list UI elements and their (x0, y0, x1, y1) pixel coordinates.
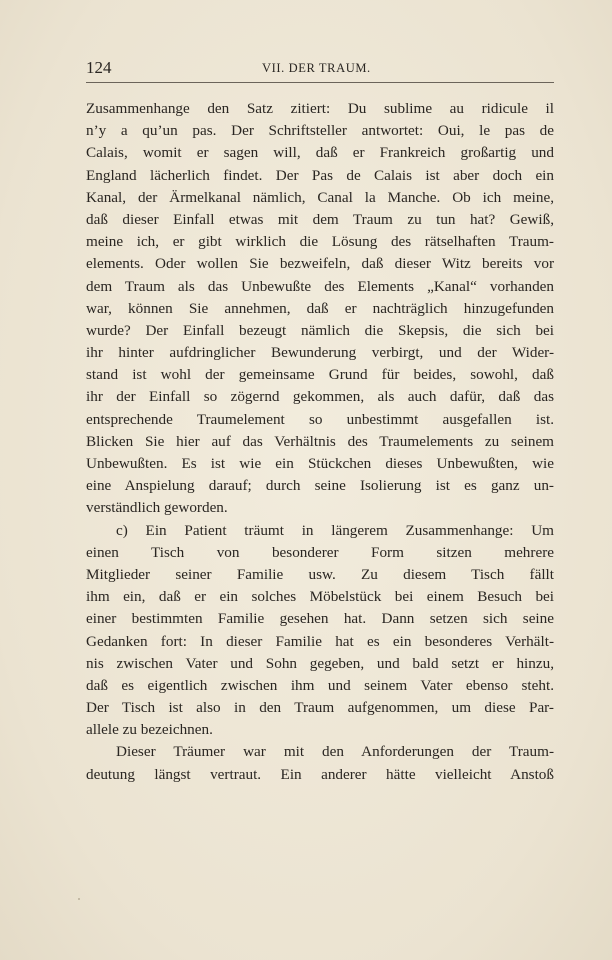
text-line: deutung längst vertraut. Ein anderer hätte vielleicht Anstoß (86, 765, 554, 783)
text-line: ihr der Einfall so zögernd gekommen, als auch dafür, daß das (86, 388, 554, 406)
text-line: entsprechende Traumelement so unbestimmt ausgefallen ist. (86, 410, 554, 428)
header-rule (86, 82, 554, 83)
text-line: England lächerlich findet. Der Pas de Calais ist aber doch ein (86, 166, 554, 184)
text-line: daß es eigentlich zwischen ihm und seinem Vater ebenso steht. (86, 676, 554, 694)
text-line: Kanal, der Ärmelkanal nämlich, Canal la Manche. Ob ich meine, (86, 188, 554, 206)
text-line: Unbewußten. Es ist wie ein Stückchen dieses Unbewußten, wie (86, 455, 554, 472)
text-line: Der Tisch ist also in den Traum aufgenommen, um diese Par- (86, 699, 554, 717)
text-line: ihr hinter aufdringlicher Bewunderung verbirgt, und der Wider- (86, 344, 554, 362)
text-line: nis zwischen Vater und Sohn gegeben, und bald setzt er hinzu, (86, 654, 554, 672)
text-line: Zusammenhange den Satz zitiert: Du sublime au ridicule il (86, 100, 554, 117)
text-line: daß dieser Einfall etwas mit dem Traum zu tun hat? Gewiß, (86, 210, 554, 228)
text-line: einer bestimmten Familie gesehen hat. Dann setzen sich seine (86, 610, 554, 628)
text-line: elements. Oder wollen Sie bezweifeln, daß dieser Witz bereits vor (86, 255, 554, 273)
text-line: eine Anspielung darauf; durch seine Isolierung ist es ganz un- (86, 477, 554, 495)
text-line: ihm ein, daß er ein solches Möbelstück bei einem Besuch bei (86, 588, 554, 606)
text-line: Gedanken fort: In dieser Familie hat es ein besonderes Verhält- (86, 632, 554, 650)
text-line: verständlich geworden. (86, 499, 228, 517)
text-line: c) Ein Patient träumt in längerem Zusammenhange: Um (116, 521, 554, 539)
text-line: stand ist wohl der gemeinsame Grund für beides, sowohl, daß (86, 366, 554, 384)
text-line: dem Traum als das Unbewußte des Elements „Kanal“ vorhanden (86, 277, 554, 295)
text-line: einen Tisch von besonderer Form sitzen mehrere (86, 543, 554, 561)
text-line: meine ich, er gibt wirklich die Lösung des rätselhaften Traum- (86, 233, 554, 251)
text-line: allele zu bezeichnen. (86, 721, 213, 739)
page-header (86, 58, 554, 82)
running-head: VII. DER TRAUM. (262, 61, 371, 75)
text-line: wurde? Der Einfall bezeugt nämlich die Skepsis, die sich bei (86, 321, 554, 339)
text-line: Calais, womit er sagen will, daß er Frankreich großartig und (86, 144, 554, 162)
page-number: 124 (86, 58, 112, 77)
paper-speck (78, 898, 80, 900)
text-line: Mitglieder seiner Familie usw. Zu diesem Tisch fällt (86, 565, 554, 583)
text-line: war, können Sie annehmen, daß er nachträglich hinzugefunden (86, 299, 554, 317)
body-text (86, 98, 554, 786)
text-line: Blicken Sie hier auf das Verhältnis des Traumelements zu seinem (86, 432, 554, 450)
text-line: Dieser Träumer war mit den Anforderungen der Traum- (116, 743, 554, 761)
text-line: n’y a qu’un pas. Der Schriftsteller antwortet: Oui, le pas de (86, 122, 554, 140)
